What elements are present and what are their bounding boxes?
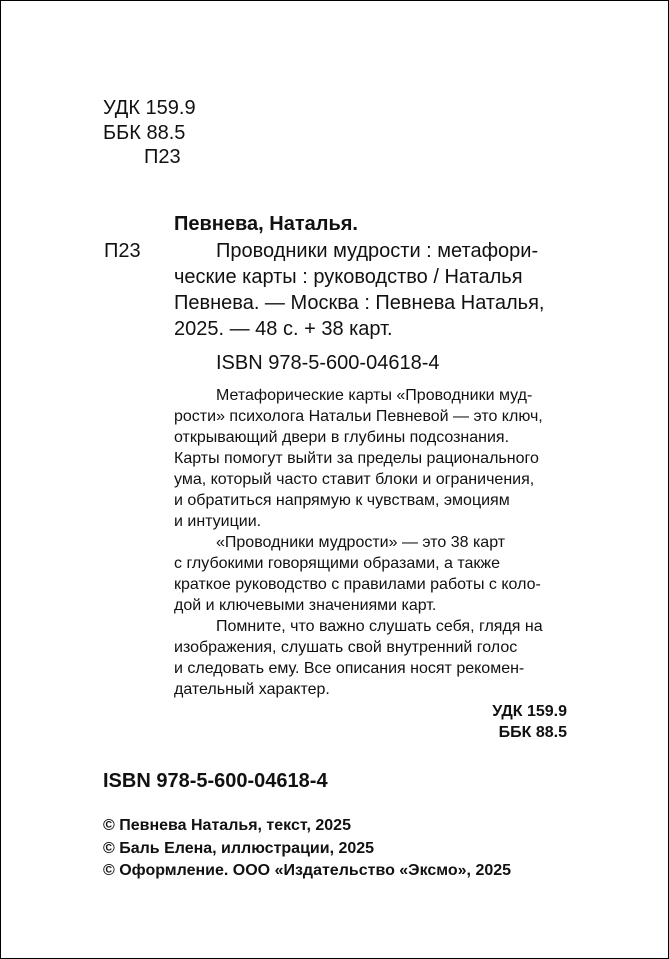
bibliographic-heading: Певнева, Наталья. bbox=[174, 213, 358, 235]
bibliographic-author-sign: П23 bbox=[104, 240, 141, 262]
isbn-bottom: ISBN 978-5-600-04618-4 bbox=[103, 770, 328, 792]
description-line: Проводники мудрости : метафори- bbox=[216, 240, 539, 262]
annotation-line: с глубокими говорящими образами, а также bbox=[174, 555, 501, 572]
annotation-line: «Проводники мудрости» — это 38 карт bbox=[216, 534, 506, 551]
udk-code-top: УДК 159.9 bbox=[103, 97, 196, 119]
bbk-code-top: ББК 88.5 bbox=[103, 122, 186, 144]
copyright-line: © Певнева Наталья, текст, 2025 bbox=[103, 817, 351, 834]
annotation-line: и интуиции. bbox=[174, 513, 262, 530]
annotation-line: и следовать ему. Все описания носят рекомен- bbox=[174, 660, 525, 677]
annotation-line: Метафорические карты «Проводники муд- bbox=[216, 387, 533, 404]
copyright-line: © Баль Елена, иллюстрации, 2025 bbox=[103, 840, 375, 857]
annotation-line: дой и ключевыми значениями карт. bbox=[174, 597, 437, 614]
annotation-line: ума, который часто ставит блоки и ограничения, bbox=[174, 471, 535, 488]
annotation-line: Помните, что важно слушать себя, глядя на bbox=[216, 618, 543, 635]
isbn-record: ISBN 978-5-600-04618-4 bbox=[216, 352, 440, 374]
bbk-code-bottom: ББК 88.5 bbox=[498, 724, 567, 741]
annotation-line: открывающий двери в глубины подсознания. bbox=[174, 429, 510, 446]
copyright-line: © Оформление. ООО «Издательство «Эксмо», 2025 bbox=[103, 862, 512, 879]
udk-code-bottom: УДК 159.9 bbox=[492, 703, 567, 720]
description-line: 2025. — 48 с. + 38 карт. bbox=[174, 318, 393, 340]
annotation-line: изображения, слушать свой внутренний голос bbox=[174, 639, 518, 656]
annotation-line: краткое руководство с правилами работы с коло- bbox=[174, 576, 541, 593]
annotation-line: дательный характер. bbox=[174, 681, 330, 698]
annotation-line: Карты помогут выйти за пределы рационального bbox=[174, 450, 539, 467]
description-line: Певнева. — Москва : Певнева Наталья, bbox=[174, 292, 545, 314]
annotation-line: рости» психолога Натальи Певневой — это ключ, bbox=[174, 408, 543, 425]
author-sign-top: П23 bbox=[144, 146, 181, 168]
annotation-line: и обратиться напрямую к чувствам, эмоциям bbox=[174, 492, 510, 509]
description-line: ческие карты : руководство / Наталья bbox=[174, 266, 523, 288]
